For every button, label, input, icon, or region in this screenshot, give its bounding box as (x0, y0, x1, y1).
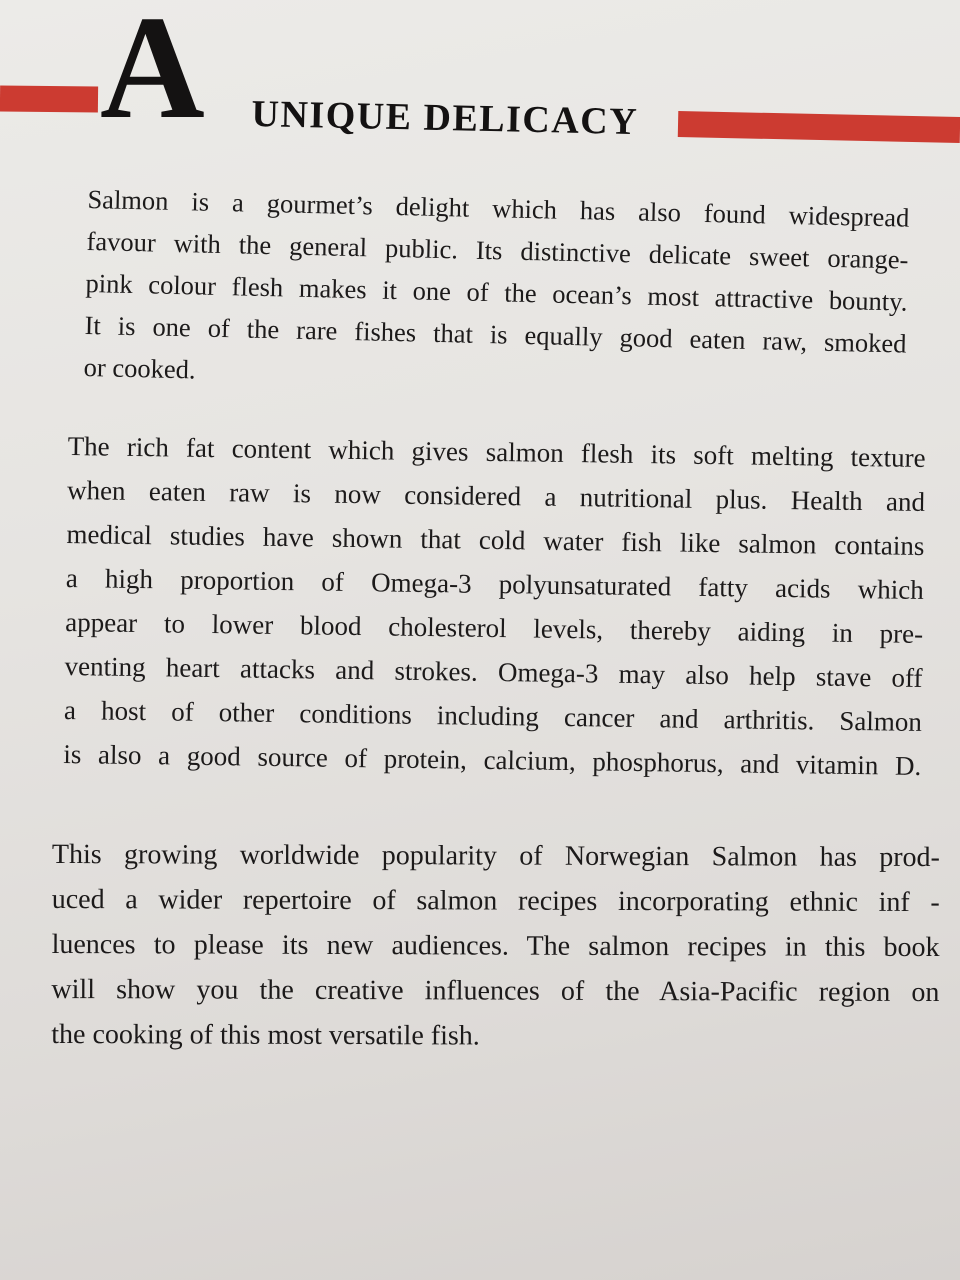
red-rule-right (678, 111, 960, 143)
paragraph-line: luences to please its new audiences. The salmon recipes in this book (51, 928, 940, 964)
paragraph-line: or cooked. (83, 351, 196, 385)
paragraph-line: will show you the creative influences of the Asia-Pacific region on (51, 973, 940, 1009)
paragraph-line: venting heart attacks and strokes. Omega-3 may also help stave off (64, 650, 923, 693)
red-rule-left (0, 85, 98, 112)
paragraph-line: Salmon is a gourmet’s delight which has also found widespread (87, 183, 910, 233)
heading-title: UNIQUE DELICACY (251, 92, 639, 144)
paragraph-line: when eaten raw is now considered a nutritional plus. Health and (66, 474, 926, 517)
paragraph-line: pink colour flesh makes it one of the ocean’s most attractive bounty. (85, 267, 908, 317)
paragraph-line: appear to lower blood cholesterol levels, thereby aiding in pre- (65, 606, 924, 649)
paragraph-2 (63, 424, 926, 788)
paragraph-line: a high proportion of Omega-3 polyunsaturated fatty acids which (65, 562, 924, 605)
paragraph-line: favour with the general public. Its distinctive delicate sweet orange- (86, 225, 909, 275)
paragraph-line: The rich fat content which gives salmon flesh its soft melting texture (67, 430, 926, 473)
paragraph-line: uced a wider repertoire of salmon recipes incorporating ethnic inf - (51, 883, 940, 919)
paragraph-line: It is one of the rare fishes that is equally good eaten raw, smoked (84, 309, 907, 359)
paragraph-line: is also a good source of protein, calcium, phosphorus, and vitamin D. (63, 738, 922, 781)
paragraph-line: a host of other conditions including cancer and arthritis. Salmon (63, 694, 923, 737)
paragraph-line: This growing worldwide popularity of Norwegian Salmon has prod- (51, 838, 940, 874)
heading-initial: A (100, 0, 205, 150)
paragraph-line: the cooking of this most versatile fish. (51, 1018, 480, 1052)
paragraph-3 (51, 832, 940, 1060)
paragraph-line: medical studies have shown that cold water fish like salmon contains (66, 518, 925, 561)
paragraph-1 (83, 178, 910, 407)
